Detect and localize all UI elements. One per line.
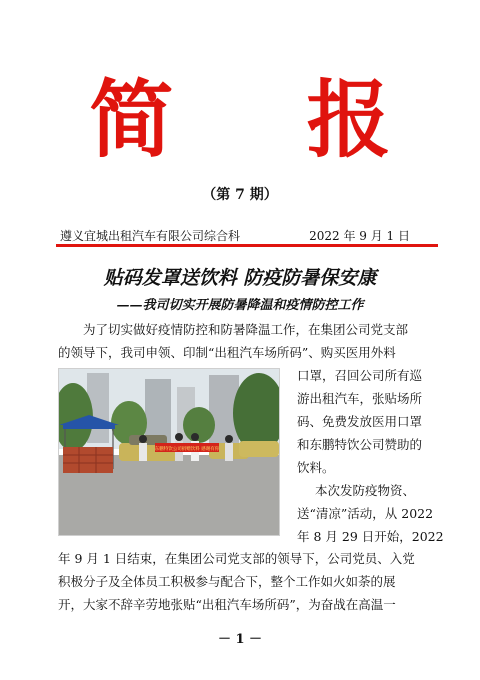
article-photo [58, 368, 280, 536]
article-title: 贴码发罩送饮料 防疫防暑保安康 [103, 267, 377, 289]
issue-date: 2022 年 9 月 1 日 [309, 229, 410, 243]
masthead-title: 简 报 [89, 70, 443, 169]
paragraph-line: 为了切实做好疫情防控和防暑降温工作，在集团公司党支部 [83, 322, 409, 337]
paragraph-line: 开，大家不辞辛劳地张贴“出租汽车场所码”，为奋战在高温一 [58, 597, 396, 612]
article-subtitle: ——我司切实开展防暑降温和疫情防控工作 [116, 298, 364, 313]
paragraph-line: 游出租汽车，张贴场所 [297, 391, 423, 406]
paragraph-line: 本次发防疫物资、 [315, 483, 416, 498]
red-divider [56, 244, 438, 247]
paragraph-line: 口罩，召回公司所有巡 [297, 368, 423, 383]
organization-name: 遵义宜城出租汽车有限公司综合科 [60, 229, 241, 243]
paragraph-line: 送“清凉”活动，从 2022 [297, 506, 434, 521]
paragraph-line: 的领导下，我司申领、印制“出租汽车场所码”、购买医用外料 [58, 345, 396, 360]
banner-text: 东鹏特饮公司捐赠饮料 感谢有你 [154, 447, 220, 452]
paragraph-line: 码、免费发放医用口罩 [297, 414, 423, 429]
document-header [60, 227, 410, 245]
article-body-wrap [297, 364, 444, 548]
article-body-bottom [58, 547, 430, 616]
page-number: － 1 － [217, 632, 263, 647]
paragraph-line: 饮料。 [297, 460, 335, 475]
paragraph-line: 和东鹏特饮公司赞助的 [297, 437, 423, 452]
paragraph-line: 年 9 月 1 日结束，在集团公司党支部的领导下，公司党员、入党 [58, 551, 415, 566]
paragraph-line: 年 8 月 29 日开始，2022 [297, 529, 444, 544]
article-body-top [58, 318, 430, 364]
paragraph-line: 积极分子及全体员工积极参与配合下，整个工作如火如荼的展 [58, 574, 396, 589]
issue-number: （第 7 期） [202, 187, 278, 203]
